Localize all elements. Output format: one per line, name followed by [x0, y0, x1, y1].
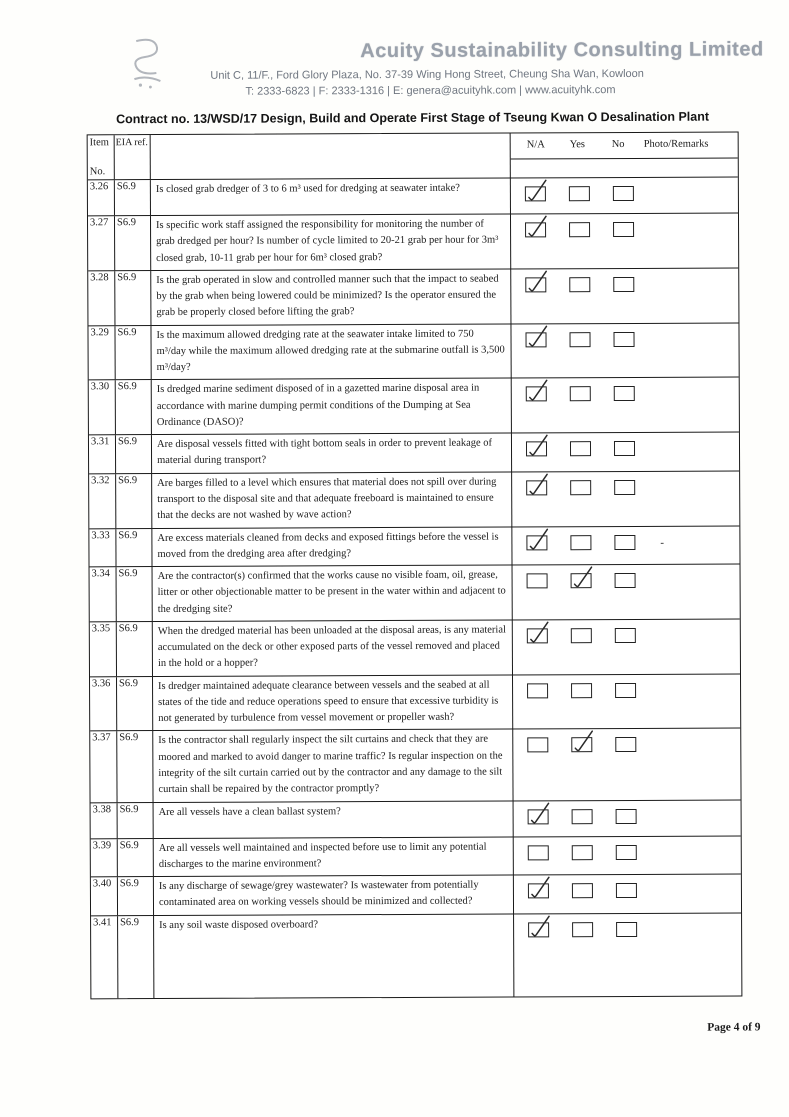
checklist-body [88, 177, 742, 997]
yes-checkbox[interactable] [571, 573, 592, 588]
checkbox-group [526, 386, 739, 402]
no-checkbox[interactable] [614, 480, 635, 495]
checkbox-group [527, 737, 740, 753]
item-no: 3.26 [88, 180, 115, 215]
column-header-remarks: Photo/Remarks [643, 138, 709, 150]
table-row [90, 565, 740, 623]
no-checkbox[interactable] [615, 628, 636, 643]
na-checkbox[interactable] [525, 186, 546, 201]
item-no: 3.33 [89, 529, 116, 567]
eia-ref: S6.9 [117, 567, 153, 621]
checkbox-group [526, 479, 739, 495]
question-text: Are all vessels well maintained and inspected before use to limit any potential discharges to the marine environment? [154, 837, 514, 876]
company-contacts: T: 2333-6823 | F: 2333-1316 | E: genera@acuityhk.com | www.acuityhk.com [245, 84, 616, 98]
document-title: Contract no. 13/WSD/17 Design, Build and Operate First Stage of Tseung Kwan O Desalination Plant [116, 109, 710, 127]
company-address: Unit C, 11/F., Ford Glory Plaza, No. 37-39 Wing Hong Street, Cheung Sha Wan, Kowloon [210, 67, 644, 82]
yes-checkbox[interactable] [570, 480, 591, 495]
checkbox-group [526, 534, 739, 550]
check-mark-icon [524, 323, 550, 349]
remarks-cell: - [660, 536, 665, 549]
no-checkbox[interactable] [613, 332, 634, 347]
table-row [90, 674, 740, 732]
question-text: Is the contractor shall regularly inspect the silt curtains and check that they are moored and marked to avoid danger to marine traffic? Is regular inspection on the integrity of the silt curtain carried out by the contractor and any damage to the silt curtain shall be repaired by the contractor promptly? [153, 730, 513, 802]
result-cell [511, 268, 738, 323]
table-row [91, 913, 741, 998]
eia-ref: S6.9 [115, 271, 151, 325]
result-cell [514, 875, 741, 914]
no-checkbox[interactable] [613, 222, 634, 237]
yes-checkbox[interactable] [570, 387, 591, 402]
question-text: Are all vessels have a clean ballast system? [154, 801, 514, 838]
check-mark-icon [525, 471, 551, 497]
column-header-eia: EIA ref. [115, 135, 151, 179]
question-text: Is any soil waste disposed overboard? [154, 914, 514, 998]
column-header-results [511, 132, 738, 177]
question-text: Are barges filled to a level which ensures that material does not spill over during transport to the disposal site and that adequate freeboard is maintained to ensure that the decks are not washed by wave action? [152, 472, 512, 527]
result-cell [511, 213, 738, 268]
checkbox-group [525, 276, 738, 292]
table-row [89, 378, 739, 436]
table-row [90, 619, 740, 677]
result-cell [512, 471, 739, 526]
no-checkbox[interactable] [614, 441, 635, 456]
result-cell [513, 674, 740, 729]
table-row [88, 177, 738, 216]
no-checkbox[interactable] [615, 683, 636, 698]
check-mark-icon [525, 378, 551, 404]
no-checkbox[interactable] [615, 737, 636, 752]
check-mark-icon [527, 874, 553, 900]
question-text: Is dredger maintained adequate clearance between vessels and the seabed at all states of the tide and reduce operations speed to ensure that excessive turbidity is not generated by turbulence from vessel movement or propeller wash? [153, 675, 513, 730]
table-row [89, 471, 739, 529]
result-cell [512, 433, 739, 472]
column-header-na: N/A [526, 139, 545, 151]
item-no: 3.37 [90, 732, 117, 802]
eia-ref: S6.9 [116, 380, 152, 434]
item-no: 3.32 [89, 474, 116, 528]
yes-checkbox[interactable] [572, 883, 593, 898]
yes-checkbox[interactable] [571, 738, 592, 753]
check-mark-icon [570, 564, 596, 590]
na-checkbox[interactable] [526, 332, 547, 347]
result-labels-row [511, 132, 738, 159]
question-text: Are the contractor(s) confirmed that the works cause no visible foam, oil, grease, litter or other objectionable matter to be present in the water within and adjacent to the dredging site? [153, 566, 513, 621]
yes-checkbox[interactable] [569, 186, 590, 201]
yes-checkbox[interactable] [572, 809, 593, 824]
yes-checkbox[interactable] [572, 845, 593, 860]
yes-checkbox[interactable] [570, 535, 591, 550]
question-text: Is specific work staff assigned the responsibility for monitoring the number of grab dredged per hour? Is number of cycle limited to 20-21 grab per hour for 3m³ closed grab, 10-11 grab per hour for 6m³ closed grab? [151, 214, 511, 269]
no-checkbox[interactable] [616, 844, 637, 859]
question-text: Are disposal vessels fitted with tight bottom seals in order to prevent leakage of material during transport? [152, 434, 512, 473]
no-checkbox[interactable] [616, 922, 637, 937]
na-checkbox[interactable] [526, 387, 547, 402]
column-header-question [151, 133, 511, 179]
eia-ref: S6.9 [116, 474, 152, 528]
yes-checkbox[interactable] [571, 628, 592, 643]
company-name: Acuity Sustainability Consulting Limited [360, 38, 764, 63]
result-cell [512, 526, 739, 565]
question-text: Is any discharge of sewage/grey wastewater? Is wastewater from potentially contaminated area on working vessels should be minimized and collected? [154, 876, 514, 915]
yes-checkbox[interactable] [570, 441, 591, 456]
na-checkbox[interactable] [527, 573, 548, 588]
check-mark-icon [524, 177, 550, 203]
item-no: 3.39 [91, 839, 118, 877]
item-no: 3.40 [91, 877, 118, 915]
checkbox-group [528, 844, 741, 860]
na-checkbox[interactable] [527, 628, 548, 643]
check-mark-icon [527, 913, 553, 939]
checkbox-group [525, 185, 738, 201]
table-row [89, 433, 739, 474]
check-mark-icon [526, 619, 552, 645]
item-no: 3.30 [89, 381, 116, 435]
no-checkbox[interactable] [615, 573, 636, 588]
result-cell [514, 836, 741, 875]
page-number: Page 4 of 9 [707, 1021, 761, 1034]
result-cell [513, 619, 740, 674]
na-checkbox[interactable] [525, 222, 546, 237]
item-no: 3.35 [90, 622, 117, 676]
eia-ref: S6.9 [115, 326, 151, 380]
checkbox-group [528, 808, 741, 824]
checkbox-group [527, 627, 740, 643]
no-checkbox[interactable] [616, 883, 637, 898]
result-cell [513, 565, 740, 620]
eia-ref: S6.9 [117, 677, 153, 731]
question-text: Is dredged marine sediment disposed of in a gazetted marine disposal area in accordance with marine dumping permit conditions of the Dumping at Sea Ordinance (DASO)? [152, 379, 512, 434]
column-header-item-line1: Item [89, 137, 109, 149]
eia-ref: S6.9 [116, 529, 152, 567]
eia-ref: S6.9 [115, 216, 151, 270]
table-row [88, 268, 738, 326]
eia-ref: S6.9 [118, 803, 154, 838]
table-header [88, 132, 738, 180]
eia-ref: S6.9 [118, 877, 154, 915]
item-no: 3.36 [90, 677, 117, 731]
na-checkbox[interactable] [527, 683, 548, 698]
result-cell [514, 913, 741, 996]
question-text: Is closed grab dredger of 3 to 6 m³ used for dredging at seawater intake? [151, 178, 511, 215]
column-header-yes: Yes [569, 139, 585, 151]
check-mark-icon [570, 729, 596, 755]
table-row [91, 836, 741, 877]
column-header-item-line2: No. [89, 166, 106, 178]
eia-ref: S6.9 [116, 435, 152, 473]
check-mark-icon [527, 800, 553, 826]
yes-checkbox[interactable] [569, 222, 590, 237]
na-checkbox[interactable] [528, 809, 549, 824]
checkbox-group [525, 221, 738, 237]
check-mark-icon [525, 526, 551, 552]
table-row [91, 875, 741, 916]
check-mark-icon [524, 213, 550, 239]
question-text: When the dredged material has been unloaded at the disposal areas, is any material accumulated on the deck or other exposed parts of the vessel removed and placed in the hold or a hopper? [153, 620, 513, 675]
na-checkbox[interactable] [525, 277, 546, 292]
yes-checkbox[interactable] [569, 277, 590, 292]
na-checkbox[interactable] [526, 535, 547, 550]
column-header-item [88, 135, 115, 179]
table-row [90, 729, 740, 803]
table-row [89, 526, 739, 567]
result-cell [511, 323, 738, 378]
checkbox-group [526, 441, 739, 457]
eia-ref: S6.9 [117, 731, 153, 801]
checklist-table [87, 131, 743, 998]
checkbox-group [527, 682, 740, 698]
no-checkbox[interactable] [616, 808, 637, 823]
na-checkbox[interactable] [528, 883, 549, 898]
na-checkbox[interactable] [528, 845, 549, 860]
na-checkbox[interactable] [528, 922, 549, 937]
result-cell [513, 729, 740, 800]
checkbox-group [528, 921, 741, 937]
result-cell [511, 177, 738, 213]
no-checkbox[interactable] [614, 534, 635, 549]
checkbox-group [527, 573, 740, 589]
question-text: Is the grab operated in slow and controlled manner such that the impact to seabed by the grab when being lowered could be minimized? Is the operator ensured the grab be properly closed before lifting the grab? [151, 269, 511, 324]
table-row [88, 323, 738, 381]
item-no: 3.27 [88, 216, 115, 270]
no-checkbox[interactable] [613, 277, 634, 292]
question-text: Is the maximum allowed dredging rate at the seawater intake limited to 750 m³/day while the maximum allowed dredging rate at the submarine outfall is 3,500 m³/day? [151, 324, 511, 379]
stamp-mark [126, 35, 172, 91]
eia-ref: S6.9 [117, 622, 153, 676]
yes-checkbox[interactable] [571, 683, 592, 698]
eia-ref: S6.9 [118, 916, 154, 998]
na-checkbox[interactable] [527, 738, 548, 753]
no-checkbox[interactable] [614, 386, 635, 401]
no-checkbox[interactable] [613, 186, 634, 201]
na-checkbox[interactable] [526, 442, 547, 457]
check-mark-icon [524, 268, 550, 294]
item-no: 3.34 [90, 567, 117, 621]
item-no: 3.29 [88, 326, 115, 380]
result-cell [514, 800, 741, 836]
yes-checkbox[interactable] [572, 922, 593, 937]
question-text: Are excess materials cleaned from decks and exposed fittings before the vessel is moved from the dredging area after dredging? [152, 527, 512, 566]
item-no: 3.28 [88, 271, 115, 325]
checkbox-group [526, 331, 739, 347]
item-no: 3.31 [89, 435, 116, 473]
eia-ref: S6.9 [118, 839, 154, 877]
na-checkbox[interactable] [526, 480, 547, 495]
eia-ref: S6.9 [115, 180, 151, 215]
result-cell [512, 378, 739, 433]
table-row [91, 800, 741, 839]
yes-checkbox[interactable] [570, 332, 591, 347]
item-no: 3.38 [91, 803, 118, 838]
check-mark-icon [525, 433, 551, 459]
table-row [88, 213, 738, 271]
item-no: 3.41 [91, 916, 118, 998]
checkbox-group [528, 883, 741, 899]
column-header-no: No [611, 138, 625, 151]
